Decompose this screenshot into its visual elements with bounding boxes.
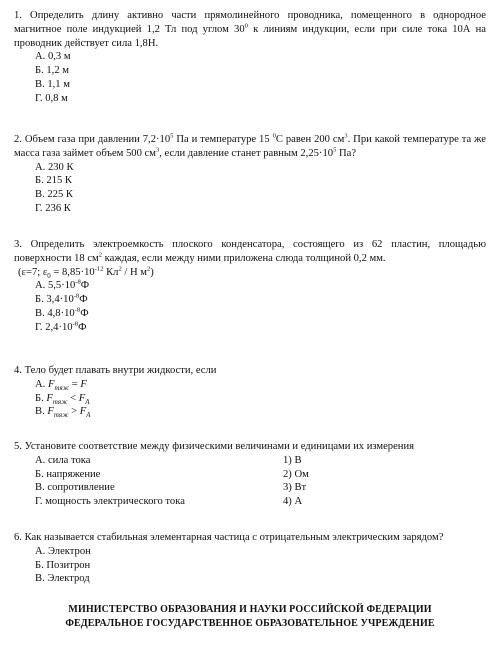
question-5-stem: 5. Установите соответствие между физическими величинами и единицами их измерения — [14, 441, 415, 452]
question-4-option-c: В. $F_{тяж} > F_A$ — [35, 406, 91, 420]
footer-line-1: МИНИСТЕРСТВО ОБРАЗОВАНИЯ И НАУКИ РОССИЙСКОЙ ФЕДЕРАЦИИ — [68, 604, 432, 615]
question-3-constants: (ε=7; $\varepsilon_0 = 8,85\cdot 10^{-12}$ $Кл^2$ / Н $м^2$) — [18, 265, 154, 280]
question-3-stem: 3. Определить электроемкость плоского конденсатора, состоящего из 62 пластин, площадью поверхности 18 $см^2$ каждая, если между ними приложена слюда толщиной 0,2 мм. — [14, 239, 486, 264]
question-3-option-d: Г. $2,4\cdot 10^{-8}Ф$ — [35, 320, 87, 333]
question-3-option-a: А. $5,5\cdot 10^{-8}Ф$ — [35, 278, 90, 292]
question-4-stem: 4. Тело будет плавать внутри жидкости, если — [14, 365, 217, 376]
question-5-right-4: 4) А — [283, 496, 303, 508]
question-5-left-b: Б. напряжение — [35, 468, 101, 480]
question-2-option-a: А. 230 К — [35, 161, 74, 173]
question-3-option-c: В. $4,8\cdot 10^{-8}Ф$ — [35, 306, 89, 319]
question-1 — [14, 9, 486, 105]
question-5-right-3: 3) Вт — [283, 482, 307, 494]
ministry-footer — [0, 603, 500, 630]
footer-line-2: ФЕДЕРАЛЬНОЕ ГОСУДАРСТВЕННОЕ ОБРАЗОВАТЕЛЬНОЕ УЧРЕЖДЕНИЕ — [65, 617, 435, 629]
question-5 — [14, 440, 486, 509]
question-1-option-d: Г. 0,8 м — [35, 92, 68, 104]
question-5-right-1: 1) В — [283, 454, 302, 466]
question-6-option-b: Б. Позитрон — [35, 559, 91, 571]
question-5-matching-table — [14, 454, 486, 509]
question-1-option-b: Б. 1,2 м — [35, 65, 69, 77]
question-3 — [14, 238, 486, 334]
question-4-option-b: Б. $F_{тяж} < F_A$ — [35, 392, 90, 406]
question-4-option-a: А. $F_{тяж} = F$ — [35, 378, 87, 392]
question-1-stem: 1. Определить длину активно части прямолинейного проводника, помещенного в однородное магнитное поле индукцией 1,2 Тл под углом $30^0$ к линиям индукции, если при силе тока 10А на проводник действует сила 1,8Н. — [14, 10, 486, 49]
question-1-option-c: В. 1,1 м — [35, 78, 70, 90]
question-2 — [14, 133, 486, 216]
question-3-option-b: Б. $3,4\cdot 10^{-8}Ф$ — [35, 292, 88, 306]
question-2-option-d: Г. 236 К — [35, 202, 71, 214]
question-5-left-d: Г. мощность электрического тока — [35, 496, 185, 508]
question-6 — [14, 531, 486, 586]
question-5-left-a: А. сила тока — [35, 454, 91, 466]
question-5-right-2: 2) Ом — [283, 468, 309, 480]
question-4 — [14, 364, 486, 419]
question-5-left-c: В. сопротивление — [35, 482, 115, 494]
question-2-stem: 2. Объем газа при давлении $7,2\cdot 10^5$ Па и температуре 15 $^0$С равен 200 $см^3$. При какой температуре та же масса газа займет объем 500 $см^3$, если давление станет равным $2,25\cdot 10^5$ Па? — [14, 132, 487, 159]
question-6-option-c: В. Электрод — [35, 573, 90, 585]
question-6-option-a: А. Электрон — [35, 545, 91, 557]
question-1-option-a: А. 0,3 м — [35, 51, 71, 63]
question-2-option-c: В. 225 К — [35, 189, 73, 201]
question-6-stem: 6. Как называется стабильная элементарная частица с отрицательным электрическим зарядом? — [14, 532, 444, 543]
question-2-option-b: Б. 215 К — [35, 175, 72, 187]
